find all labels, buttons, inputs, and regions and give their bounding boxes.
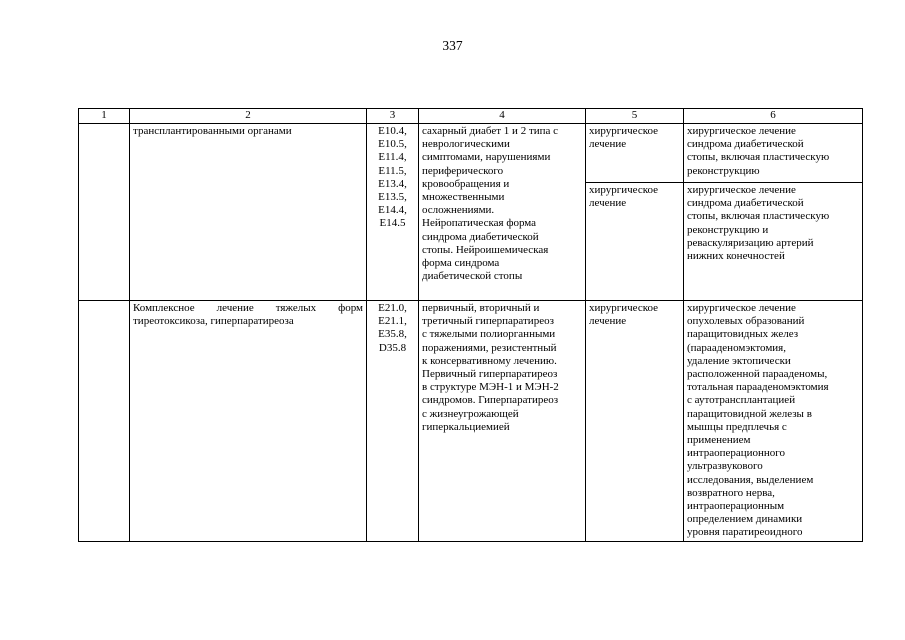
treatment-method: хирургическое лечение синдрома диабетической стопы, включая пластическую реконструкцию (687, 125, 830, 177)
treatment-type: хирургическое лечение (589, 125, 659, 151)
icd-codes: Е10.4, Е10.5, Е11.4, Е11.5, Е13.4, Е13.5, Е14.4, Е14.5 (378, 125, 407, 230)
treatment-method: хирургическое лечение синдрома диабетической стопы, включая пластическую реконструкцию и реваскуляризацию артерий нижних конечностей (687, 184, 830, 263)
column-header: 3 (367, 109, 419, 124)
table-row (79, 301, 863, 542)
icd-codes-cell (367, 124, 419, 301)
medical-care-table (78, 108, 863, 542)
treatment-method-cell (684, 183, 863, 301)
column-header: 4 (419, 109, 586, 124)
treatment-type: хирургическое лечение (589, 184, 659, 210)
treatment-method-cell (684, 301, 863, 542)
row-number-cell (79, 301, 130, 542)
table-row (79, 124, 863, 183)
row-number-cell (79, 124, 130, 301)
column-header: 1 (79, 109, 130, 124)
treatment-method: хирургическое лечение опухолевых образований паращитовидных желез (парааденомэктомия, удаление эктопически расположенной парааденомы, тотальная парааденомэктомия с аутотрансплантацией паращитовидной железы в мышцы предплечья с применением интраоперационного ультразвукового исследования, выделением возвратного нерва, интраоперационным определением динамики уровня паратиреоидного (687, 302, 829, 539)
table-header-row (79, 109, 863, 124)
icd-codes: Е21.0, Е21.1, Е35.8, D35.8 (378, 302, 407, 354)
care-name-cell (130, 124, 367, 301)
treatment-type-cell (586, 124, 684, 183)
patient-model-cell (419, 124, 586, 301)
patient-model-cell (419, 301, 586, 542)
column-header: 2 (130, 109, 367, 124)
care-name: Комплексное лечение тяжелых форм тиреотоксикоза, гиперпаратиреоза (133, 302, 363, 328)
column-header: 6 (684, 109, 863, 124)
care-name-cell (130, 301, 367, 542)
care-name: трансплантированными органами (133, 125, 292, 137)
treatment-type-cell (586, 183, 684, 301)
icd-codes-cell (367, 301, 419, 542)
patient-model: сахарный диабет 1 и 2 типа с неврологическими симптомами, нарушениями периферического кровообращения и множественными осложнениями. Нейропатическая форма синдрома диабетической стопы. Нейроишемическая форма синдрома диабетической стопы (422, 125, 559, 283)
column-header: 5 (586, 109, 684, 124)
patient-model: первичный, вторичный и третичный гиперпаратиреоз с тяжелыми полиорганными поражениями, резистентный к консервативному лечению. Первичный гиперпаратиреоз в структуре МЭН-1 и МЭН-2 синдромов. Гиперпаратиреоз с жизнеугрожающей гиперкальциемией (422, 302, 559, 433)
page-number: 337 (442, 38, 463, 53)
treatment-type: хирургическое лечение (589, 302, 659, 328)
treatment-type-cell (586, 301, 684, 542)
treatment-method-cell (684, 124, 863, 183)
